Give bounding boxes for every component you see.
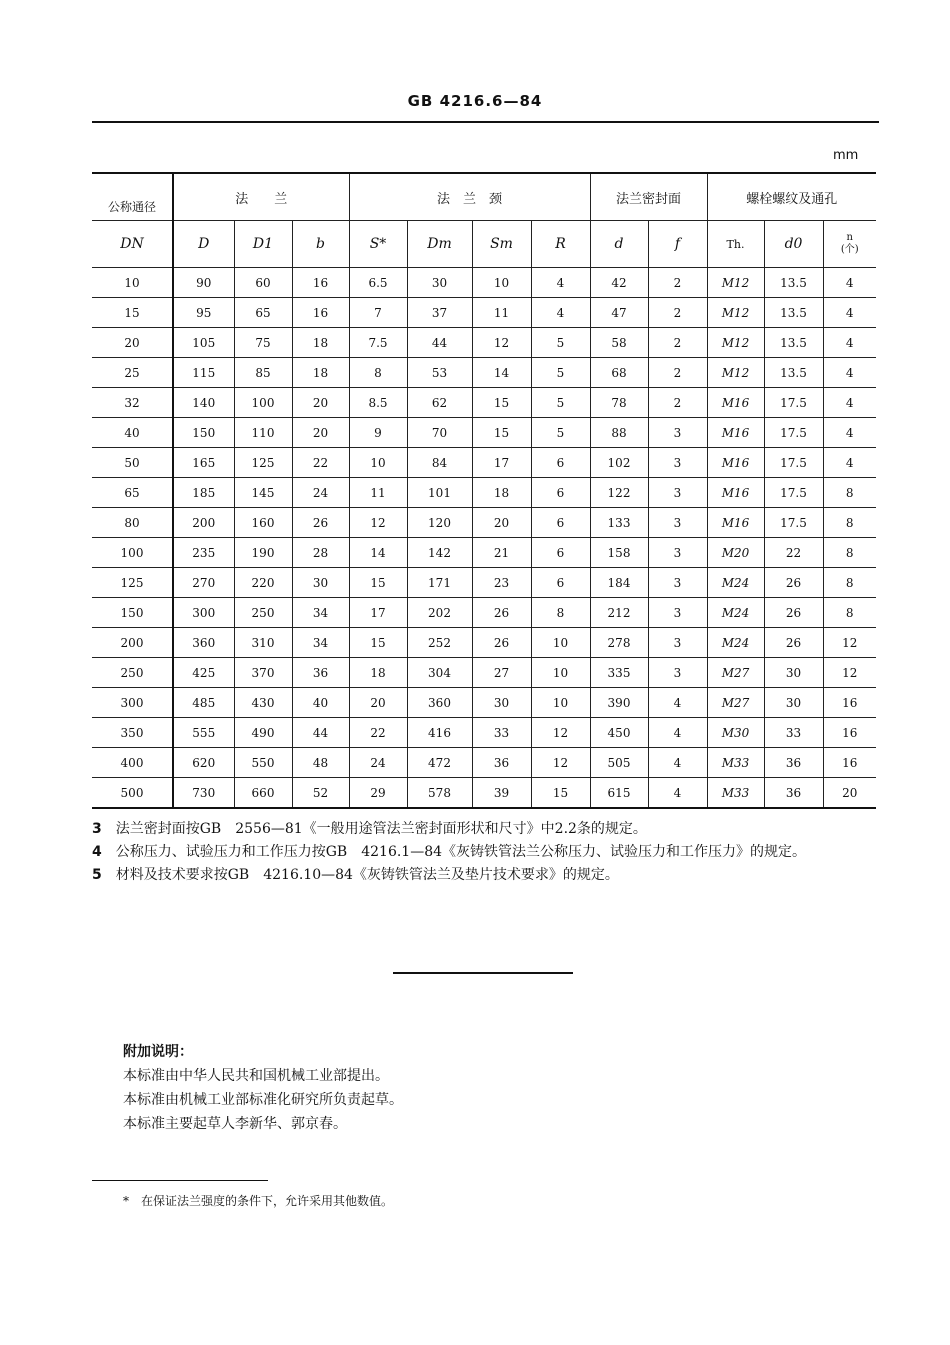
cell-S: 18	[349, 658, 407, 688]
cell-R: 6	[531, 538, 590, 568]
cell-d0: 26	[764, 628, 823, 658]
col-header-S: S*	[349, 221, 407, 268]
cell-n: 4	[823, 358, 876, 388]
cell-d0: 22	[764, 538, 823, 568]
cell-b: 26	[292, 508, 349, 538]
cell-dn: 15	[92, 298, 173, 328]
cell-D1: 370	[234, 658, 292, 688]
cell-Dm: 70	[407, 418, 472, 448]
nominal-diameter-header: 公称通径	[92, 173, 173, 221]
note-item: 3 法兰密封面按GB 2556—81《一般用途管法兰密封面形状和尺寸》中2.2条的规定。	[92, 821, 647, 837]
cell-thread: M16	[707, 418, 764, 448]
cell-f: 4	[648, 778, 707, 809]
cell-b: 52	[292, 778, 349, 809]
cell-d0: 36	[764, 748, 823, 778]
cell-R: 5	[531, 358, 590, 388]
cell-d: 58	[590, 328, 648, 358]
cell-f: 3	[648, 658, 707, 688]
cell-dn: 10	[92, 268, 173, 298]
table-row	[92, 568, 876, 598]
cell-d0: 26	[764, 598, 823, 628]
cell-R: 10	[531, 658, 590, 688]
table-body	[92, 268, 876, 809]
cell-b: 16	[292, 298, 349, 328]
cell-R: 6	[531, 508, 590, 538]
cell-S: 8.5	[349, 388, 407, 418]
cell-Sm: 15	[472, 418, 531, 448]
cell-thread: M27	[707, 688, 764, 718]
cell-dn: 32	[92, 388, 173, 418]
table-row	[92, 598, 876, 628]
table-row	[92, 688, 876, 718]
standard-number: GB 4216.6—84	[407, 92, 543, 110]
cell-R: 5	[531, 388, 590, 418]
cell-Sm: 33	[472, 718, 531, 748]
cell-R: 10	[531, 688, 590, 718]
cell-b: 34	[292, 628, 349, 658]
cell-dn: 350	[92, 718, 173, 748]
cell-d: 133	[590, 508, 648, 538]
cell-dn: 400	[92, 748, 173, 778]
cell-Dm: 37	[407, 298, 472, 328]
cell-D: 95	[173, 298, 234, 328]
cell-d: 278	[590, 628, 648, 658]
cell-d: 335	[590, 658, 648, 688]
table-row	[92, 538, 876, 568]
table-row	[92, 328, 876, 358]
cell-d0: 30	[764, 688, 823, 718]
cell-b: 48	[292, 748, 349, 778]
cell-d: 68	[590, 358, 648, 388]
col-header-b: b	[292, 221, 349, 268]
flange-group-header: 法 兰	[173, 173, 349, 221]
col-header-R: R	[531, 221, 590, 268]
cell-d: 158	[590, 538, 648, 568]
cell-f: 3	[648, 478, 707, 508]
note-item: 5 材料及技术要求按GB 4216.10—84《灰铸铁管法兰及垫片技术要求》的规定。	[92, 867, 619, 883]
cell-thread: M33	[707, 748, 764, 778]
col-header-n: n (个)	[823, 221, 876, 268]
cell-D: 270	[173, 568, 234, 598]
footnote: * 在保证法兰强度的条件下，允许采用其他数值。	[123, 1194, 394, 1208]
cell-D1: 550	[234, 748, 292, 778]
cell-Dm: 44	[407, 328, 472, 358]
cell-S: 15	[349, 568, 407, 598]
cell-n: 4	[823, 388, 876, 418]
cell-dn: 300	[92, 688, 173, 718]
cell-D: 620	[173, 748, 234, 778]
cell-dn: 20	[92, 328, 173, 358]
cell-n: 4	[823, 448, 876, 478]
cell-d0: 30	[764, 658, 823, 688]
cell-dn: 65	[92, 478, 173, 508]
cell-n: 16	[823, 688, 876, 718]
cell-b: 34	[292, 598, 349, 628]
cell-D1: 250	[234, 598, 292, 628]
cell-d0: 17.5	[764, 508, 823, 538]
cell-D: 555	[173, 718, 234, 748]
cell-R: 4	[531, 268, 590, 298]
cell-n: 4	[823, 268, 876, 298]
cell-D: 140	[173, 388, 234, 418]
cell-b: 24	[292, 478, 349, 508]
cell-n: 20	[823, 778, 876, 809]
cell-Dm: 84	[407, 448, 472, 478]
cell-n: 4	[823, 328, 876, 358]
cell-d: 88	[590, 418, 648, 448]
cell-thread: M20	[707, 538, 764, 568]
cell-R: 5	[531, 328, 590, 358]
cell-thread: M16	[707, 478, 764, 508]
cell-Dm: 53	[407, 358, 472, 388]
cell-Dm: 120	[407, 508, 472, 538]
cell-d: 212	[590, 598, 648, 628]
cell-b: 20	[292, 418, 349, 448]
cell-d0: 26	[764, 568, 823, 598]
cell-R: 5	[531, 418, 590, 448]
cell-d0: 33	[764, 718, 823, 748]
cell-thread: M12	[707, 268, 764, 298]
cell-Sm: 18	[472, 478, 531, 508]
cell-d: 390	[590, 688, 648, 718]
cell-D1: 220	[234, 568, 292, 598]
addendum-line: 本标准由中华人民共和国机械工业部提出。	[123, 1068, 389, 1084]
cell-f: 3	[648, 508, 707, 538]
cell-f: 2	[648, 358, 707, 388]
cell-S: 6.5	[349, 268, 407, 298]
cell-thread: M12	[707, 298, 764, 328]
cell-S: 15	[349, 628, 407, 658]
cell-dn: 50	[92, 448, 173, 478]
cell-thread: M27	[707, 658, 764, 688]
cell-R: 10	[531, 628, 590, 658]
cell-D1: 110	[234, 418, 292, 448]
cell-dn: 150	[92, 598, 173, 628]
cell-Sm: 26	[472, 628, 531, 658]
cell-D1: 430	[234, 688, 292, 718]
cell-Sm: 21	[472, 538, 531, 568]
cell-f: 3	[648, 628, 707, 658]
cell-R: 4	[531, 298, 590, 328]
cell-f: 2	[648, 268, 707, 298]
cell-D: 185	[173, 478, 234, 508]
cell-thread: M12	[707, 328, 764, 358]
cell-d0: 17.5	[764, 388, 823, 418]
cell-Sm: 14	[472, 358, 531, 388]
cell-d0: 13.5	[764, 268, 823, 298]
cell-b: 18	[292, 358, 349, 388]
cell-thread: M33	[707, 778, 764, 809]
cell-b: 16	[292, 268, 349, 298]
cell-Sm: 10	[472, 268, 531, 298]
cell-d: 184	[590, 568, 648, 598]
cell-R: 6	[531, 478, 590, 508]
note-item: 4 公称压力、试验压力和工作压力按GB 4216.1—84《灰铸铁管法兰公称压力、试验压力和工作压力》的规定。	[92, 844, 807, 860]
cell-S: 7.5	[349, 328, 407, 358]
unit-label: mm	[833, 148, 859, 163]
cell-thread: M24	[707, 598, 764, 628]
cell-b: 36	[292, 658, 349, 688]
flange-dimension-table	[92, 172, 876, 809]
cell-Dm: 171	[407, 568, 472, 598]
cell-S: 11	[349, 478, 407, 508]
cell-n: 8	[823, 568, 876, 598]
table-row	[92, 388, 876, 418]
cell-D: 200	[173, 508, 234, 538]
cell-Dm: 416	[407, 718, 472, 748]
cell-d: 615	[590, 778, 648, 809]
cell-d: 42	[590, 268, 648, 298]
cell-n: 8	[823, 508, 876, 538]
cell-d: 102	[590, 448, 648, 478]
cell-D: 485	[173, 688, 234, 718]
cell-d0: 13.5	[764, 298, 823, 328]
cell-n: 4	[823, 418, 876, 448]
cell-d0: 17.5	[764, 448, 823, 478]
cell-Dm: 252	[407, 628, 472, 658]
cell-f: 4	[648, 748, 707, 778]
cell-d0: 13.5	[764, 328, 823, 358]
cell-D: 360	[173, 628, 234, 658]
cell-d0: 13.5	[764, 358, 823, 388]
cell-D1: 660	[234, 778, 292, 809]
table-row	[92, 658, 876, 688]
cell-Sm: 39	[472, 778, 531, 809]
cell-S: 14	[349, 538, 407, 568]
cell-thread: M24	[707, 628, 764, 658]
col-header-d: d	[590, 221, 648, 268]
table-row	[92, 748, 876, 778]
addendum-line: 本标准由机械工业部标准化研究所负责起草。	[123, 1092, 403, 1108]
cell-f: 4	[648, 718, 707, 748]
cell-dn: 125	[92, 568, 173, 598]
cell-b: 20	[292, 388, 349, 418]
cell-dn: 100	[92, 538, 173, 568]
cell-Dm: 578	[407, 778, 472, 809]
table-row	[92, 478, 876, 508]
cell-D1: 160	[234, 508, 292, 538]
table-row	[92, 628, 876, 658]
cell-D1: 100	[234, 388, 292, 418]
cell-S: 24	[349, 748, 407, 778]
cell-Dm: 202	[407, 598, 472, 628]
cell-S: 9	[349, 418, 407, 448]
cell-Sm: 36	[472, 748, 531, 778]
cell-b: 22	[292, 448, 349, 478]
cell-n: 8	[823, 478, 876, 508]
cell-D: 115	[173, 358, 234, 388]
table-row	[92, 298, 876, 328]
cell-n: 12	[823, 628, 876, 658]
col-header-th: Th.	[707, 221, 764, 268]
cell-dn: 40	[92, 418, 173, 448]
cell-Dm: 101	[407, 478, 472, 508]
col-header-f: f	[648, 221, 707, 268]
table-row	[92, 508, 876, 538]
table-row	[92, 418, 876, 448]
cell-D1: 65	[234, 298, 292, 328]
cell-R: 15	[531, 778, 590, 809]
cell-b: 18	[292, 328, 349, 358]
cell-d: 78	[590, 388, 648, 418]
cell-S: 7	[349, 298, 407, 328]
cell-D: 90	[173, 268, 234, 298]
cell-D1: 60	[234, 268, 292, 298]
cell-R: 6	[531, 568, 590, 598]
col-header-d0: d0	[764, 221, 823, 268]
cell-dn: 200	[92, 628, 173, 658]
cell-n: 16	[823, 748, 876, 778]
cell-D: 235	[173, 538, 234, 568]
cell-thread: M16	[707, 508, 764, 538]
cell-S: 20	[349, 688, 407, 718]
cell-R: 8	[531, 598, 590, 628]
cell-n: 8	[823, 598, 876, 628]
cell-Dm: 30	[407, 268, 472, 298]
cell-d0: 17.5	[764, 478, 823, 508]
cell-dn: 25	[92, 358, 173, 388]
cell-Sm: 20	[472, 508, 531, 538]
addendum-heading: 附加说明：	[123, 1044, 193, 1060]
cell-f: 3	[648, 448, 707, 478]
cell-D1: 190	[234, 538, 292, 568]
table-row	[92, 358, 876, 388]
cell-thread: M24	[707, 568, 764, 598]
col-header-Dm: Dm	[407, 221, 472, 268]
cell-d: 122	[590, 478, 648, 508]
cell-b: 44	[292, 718, 349, 748]
cell-f: 2	[648, 388, 707, 418]
cell-dn: 500	[92, 778, 173, 809]
cell-thread: M16	[707, 448, 764, 478]
col-header-dn: DN	[92, 221, 173, 268]
cell-b: 28	[292, 538, 349, 568]
cell-S: 29	[349, 778, 407, 809]
cell-S: 8	[349, 358, 407, 388]
cell-d: 505	[590, 748, 648, 778]
cell-d0: 17.5	[764, 418, 823, 448]
cell-Dm: 142	[407, 538, 472, 568]
cell-D1: 85	[234, 358, 292, 388]
cell-f: 3	[648, 598, 707, 628]
table-row	[92, 718, 876, 748]
cell-n: 12	[823, 658, 876, 688]
col-header-D1: D1	[234, 221, 292, 268]
cell-Sm: 30	[472, 688, 531, 718]
cell-Sm: 23	[472, 568, 531, 598]
cell-dn: 250	[92, 658, 173, 688]
cell-D: 730	[173, 778, 234, 809]
table-row	[92, 778, 876, 809]
cell-Dm: 472	[407, 748, 472, 778]
cell-R: 12	[531, 748, 590, 778]
bolt-group-header: 螺栓螺纹及通孔	[707, 173, 876, 221]
cell-f: 3	[648, 538, 707, 568]
cell-S: 22	[349, 718, 407, 748]
cell-Dm: 360	[407, 688, 472, 718]
cell-Dm: 304	[407, 658, 472, 688]
col-header-Sm: Sm	[472, 221, 531, 268]
cell-Sm: 15	[472, 388, 531, 418]
cell-D1: 145	[234, 478, 292, 508]
cell-D1: 75	[234, 328, 292, 358]
table-row	[92, 448, 876, 478]
cell-D1: 490	[234, 718, 292, 748]
cell-S: 10	[349, 448, 407, 478]
cell-f: 3	[648, 568, 707, 598]
cell-f: 3	[648, 418, 707, 448]
cell-D: 425	[173, 658, 234, 688]
neck-group-header: 法 兰 颈	[349, 173, 590, 221]
cell-D1: 310	[234, 628, 292, 658]
cell-b: 40	[292, 688, 349, 718]
cell-R: 12	[531, 718, 590, 748]
cell-d0: 36	[764, 778, 823, 809]
footnote-rule	[92, 1180, 268, 1181]
cell-b: 30	[292, 568, 349, 598]
cell-thread: M30	[707, 718, 764, 748]
cell-D: 105	[173, 328, 234, 358]
cell-thread: M12	[707, 358, 764, 388]
cell-f: 2	[648, 328, 707, 358]
cell-S: 17	[349, 598, 407, 628]
col-header-D: D	[173, 221, 234, 268]
cell-d: 450	[590, 718, 648, 748]
cell-Sm: 27	[472, 658, 531, 688]
addendum	[123, 1040, 403, 1136]
section-divider	[393, 972, 573, 974]
cell-thread: M16	[707, 388, 764, 418]
cell-R: 6	[531, 448, 590, 478]
cell-D: 150	[173, 418, 234, 448]
cell-f: 4	[648, 688, 707, 718]
cell-n: 4	[823, 298, 876, 328]
seal-face-group-header: 法兰密封面	[590, 173, 707, 221]
cell-Sm: 26	[472, 598, 531, 628]
header-rule	[92, 121, 879, 123]
cell-n: 8	[823, 538, 876, 568]
cell-D: 165	[173, 448, 234, 478]
cell-Dm: 62	[407, 388, 472, 418]
table-row	[92, 268, 876, 298]
cell-S: 12	[349, 508, 407, 538]
cell-Sm: 12	[472, 328, 531, 358]
addendum-line: 本标准主要起草人李新华、郭京春。	[123, 1116, 347, 1132]
cell-Sm: 17	[472, 448, 531, 478]
cell-Sm: 11	[472, 298, 531, 328]
cell-n: 16	[823, 718, 876, 748]
cell-f: 2	[648, 298, 707, 328]
notes	[92, 818, 892, 887]
cell-D1: 125	[234, 448, 292, 478]
cell-d: 47	[590, 298, 648, 328]
cell-D: 300	[173, 598, 234, 628]
cell-dn: 80	[92, 508, 173, 538]
